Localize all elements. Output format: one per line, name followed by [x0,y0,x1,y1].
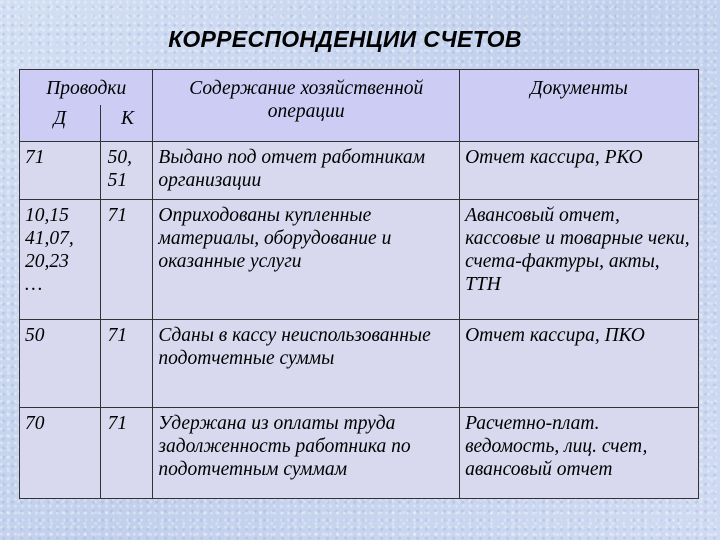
cell-debit: 50 [20,320,101,408]
header-documents: Документы [460,70,699,142]
cell-operation: Удержана из оплаты труда задолженность работника по подотчетным суммам [153,408,460,499]
cell-debit: 71 [20,142,101,200]
cell-documents: Расчетно-плат. ведомость, лиц. счет, авансовый отчет [460,408,699,499]
cell-credit: 71 [100,200,153,320]
cell-operation: Оприходованы купленные материалы, оборудование и оказанные услуги [153,200,460,320]
cell-operation: Выдано под отчет работникам организации [153,142,460,200]
table-row [20,320,699,408]
cell-credit: 50, 51 [100,142,153,200]
cell-documents: Авансовый отчет, кассовые и товарные чеки, счета-фактуры, акты, ТТН [460,200,699,320]
cell-credit: 71 [100,320,153,408]
cell-documents: Отчет кассира, ПКО [460,320,699,408]
cell-credit: 71 [100,408,153,499]
cell-documents: Отчет кассира, РКО [460,142,699,200]
table-row [20,200,699,320]
header-operation: Содержание хозяйственной операции [153,70,460,142]
header-postings: Проводки [20,70,153,106]
page-title: КОРРЕСПОНДЕНЦИИ СЧЕТОВ [168,26,522,52]
header-credit: К [100,105,153,142]
header-debit: Д [20,105,101,142]
table-row [20,408,699,499]
cell-operation: Сданы в кассу неиспользованные подотчетные суммы [153,320,460,408]
table-header-row [20,70,699,106]
cell-debit: 10,15 41,07, 20,23 … [20,200,101,320]
cell-debit: 70 [20,408,101,499]
accounts-correspondence-table [19,69,699,499]
table-row [20,142,699,200]
